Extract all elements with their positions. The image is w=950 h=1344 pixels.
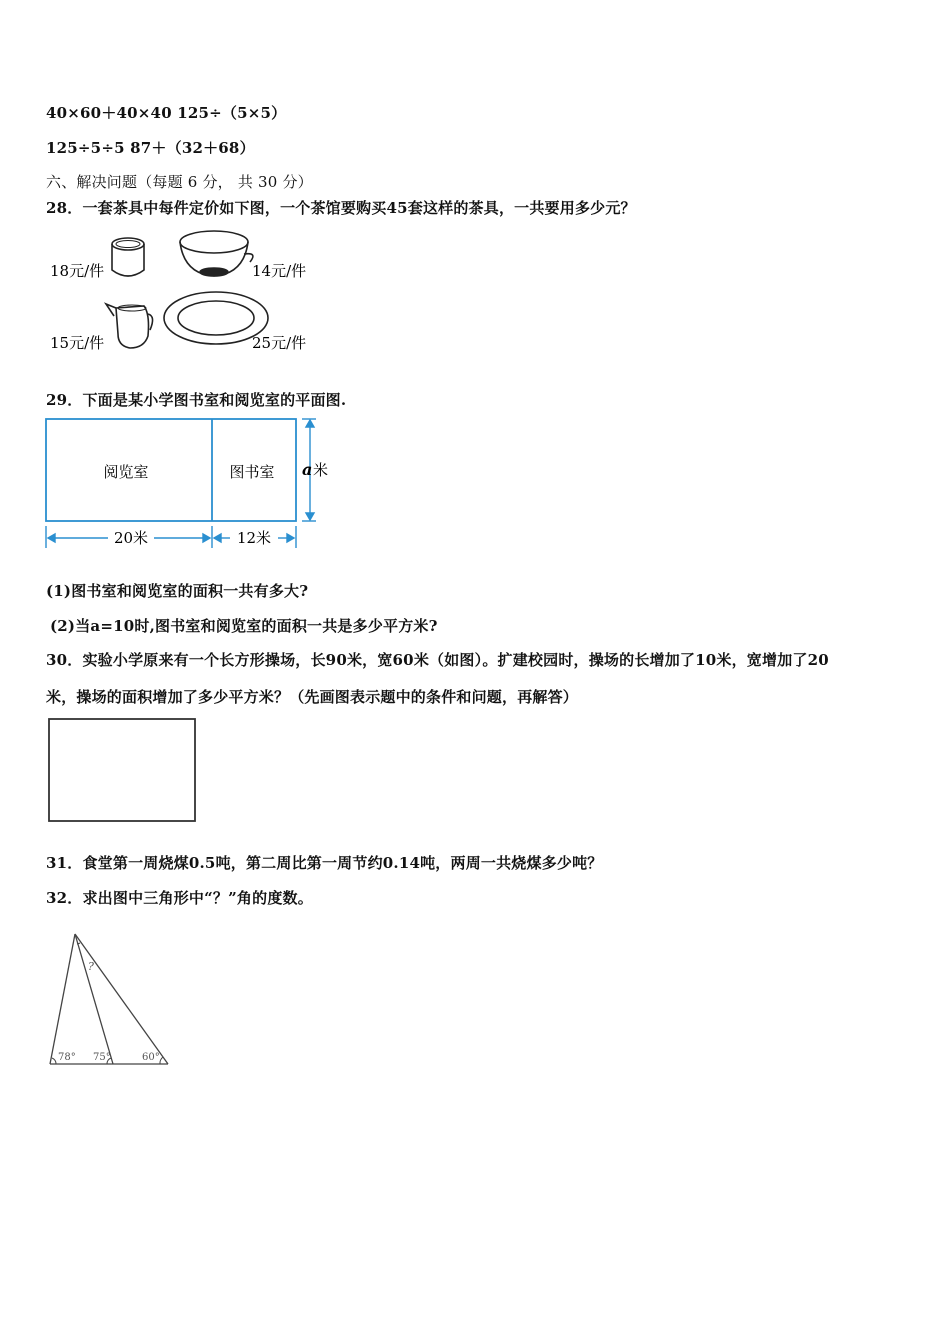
library-label: 图书室 bbox=[229, 463, 275, 481]
height-variable: a bbox=[302, 460, 313, 479]
q31-text: 31．食堂第一周烧煤0.5吨，第二周比第一周节约0.14吨，两周一共烧煤多少吨？ bbox=[46, 854, 603, 872]
q32-text: 32．求出图中三角形中“？”角的度数。 bbox=[46, 889, 313, 907]
floor-plan-figure bbox=[40, 412, 340, 558]
q30-text-line1: 30．实验小学原来有一个长方形操场，长90米，宽60米（如图）。扩建校园时，操场的长增加了10米，宽增加了20 bbox=[46, 651, 829, 669]
triangle-lines bbox=[50, 934, 168, 1064]
bowl-icon bbox=[180, 231, 253, 276]
q29-sub1: (1)图书室和阅览室的面积一共有多大? bbox=[46, 582, 309, 600]
bowl-price: 14元/件 bbox=[252, 262, 307, 280]
width-reading-room: 20米 bbox=[113, 529, 149, 547]
pitcher-icon bbox=[106, 304, 153, 348]
cup-price: 18元/件 bbox=[50, 262, 105, 280]
angle-75: 75° bbox=[93, 1052, 111, 1063]
playground-rectangle bbox=[49, 719, 195, 821]
cup-icon bbox=[112, 238, 144, 276]
playground-figure bbox=[46, 716, 200, 826]
plate-price: 25元/件 bbox=[252, 334, 307, 352]
tea-set-figure bbox=[44, 224, 324, 360]
unknown-angle: ? bbox=[88, 960, 94, 973]
reading-room-label: 阅览室 bbox=[103, 463, 149, 481]
q29-sub2: (2)当a=10时,图书室和阅览室的面积一共是多少平方米? bbox=[50, 617, 438, 635]
section-6-title: 六、解决问题（每题 6 分， 共 30 分） bbox=[46, 173, 313, 191]
q29-text: 29．下面是某小学图书室和阅览室的平面图. bbox=[46, 391, 347, 409]
triangle-figure bbox=[44, 928, 174, 1070]
calc-line-1: 40×60＋40×40 125÷（5×5） bbox=[46, 104, 287, 122]
q28-text: 28．一套茶具中每件定价如下图，一个茶馆要购买45套这样的茶具，一共要用多少元？ bbox=[46, 199, 636, 217]
height-unit: 米 bbox=[313, 461, 329, 479]
width-library: 12米 bbox=[236, 529, 272, 547]
calc-line-2: 125÷5÷5 87＋（32＋68） bbox=[46, 139, 255, 157]
pitcher-price: 15元/件 bbox=[50, 334, 105, 352]
q30-text-line2: 米，操场的面积增加了多少平方米？（先画图表示题中的条件和问题，再解答） bbox=[46, 688, 579, 706]
angle-78: 78° bbox=[58, 1052, 76, 1063]
angle-60: 60° bbox=[142, 1052, 160, 1063]
